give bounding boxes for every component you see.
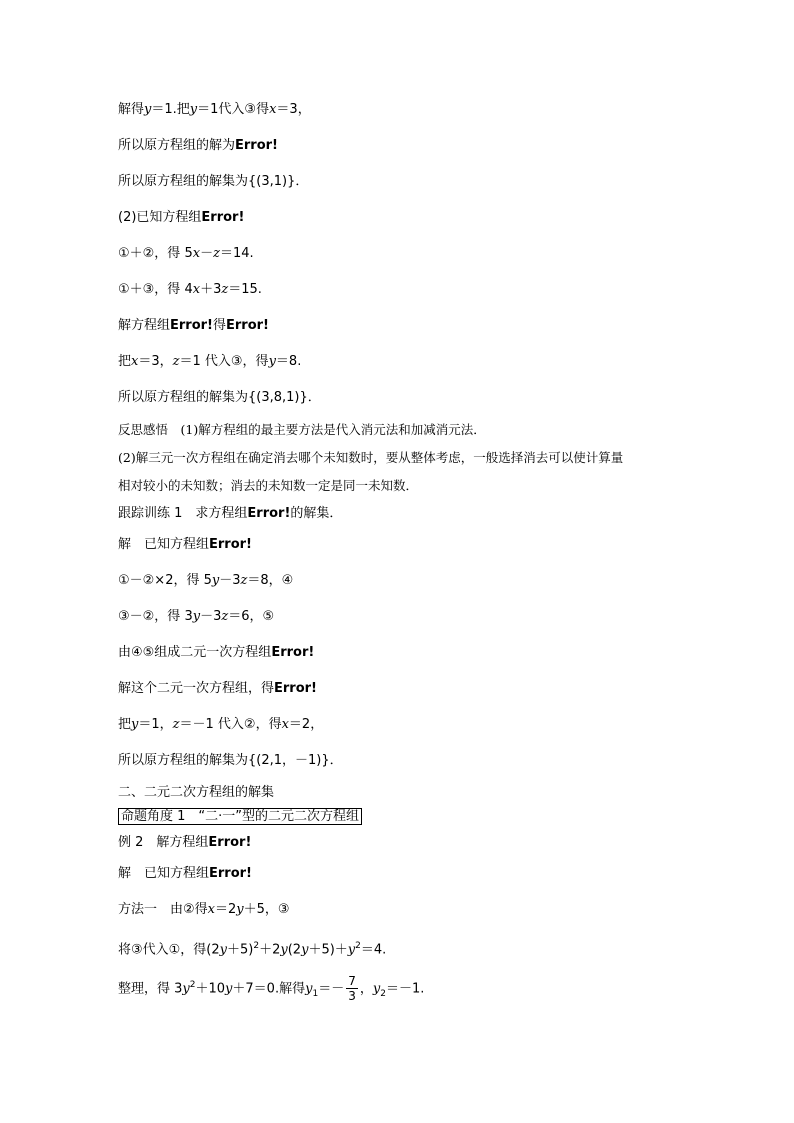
section-title: 二、二元二次方程组的解集 <box>118 785 275 800</box>
text: 整理，得 3 <box>118 981 183 997</box>
text: 所以原方程组的解集为{(2,1，－1)}． <box>118 753 343 768</box>
subscript: 1 <box>312 988 319 999</box>
text: (2)已知方程组 <box>118 210 202 225</box>
line-eq4 <box>118 572 293 590</box>
error-placeholder: Error! <box>209 537 252 552</box>
line-example-2 <box>118 834 251 852</box>
text: 跟踪训练 1 求方程组 <box>118 506 248 521</box>
fraction <box>346 974 358 1003</box>
error-placeholder: Error! <box>201 210 245 225</box>
line-method-1 <box>118 901 290 919</box>
line-example-given <box>118 865 252 883</box>
text: 把 <box>118 354 132 369</box>
denominator: 3 <box>348 989 356 1004</box>
error-placeholder: Error! <box>274 681 317 696</box>
line-solution-set <box>118 173 308 191</box>
var: z <box>221 282 229 297</box>
var: x <box>192 282 201 297</box>
var: x <box>269 102 277 117</box>
text: ＝3， <box>138 354 173 369</box>
text: － <box>200 246 214 261</box>
line-reflection-1 <box>118 421 486 439</box>
error-placeholder: Error! <box>247 506 291 521</box>
text: ＝8，④ <box>247 573 294 588</box>
text: 解 已知方程组 <box>118 866 210 881</box>
var: y <box>372 981 381 997</box>
text: 将③代入①，得(2 <box>118 942 220 958</box>
var: x <box>192 246 201 261</box>
line-solution-set-2 <box>118 389 321 407</box>
error-placeholder: Error! <box>226 318 269 333</box>
line-add-1-3 <box>118 281 262 299</box>
line-substitute-3 <box>118 937 386 959</box>
text: －3 <box>219 573 241 588</box>
error-placeholder: Error! <box>170 318 213 333</box>
var: y <box>301 942 309 958</box>
text: 解这个二元一次方程组，得 <box>118 681 275 696</box>
line-solve-system <box>118 317 269 335</box>
var: x <box>131 354 139 369</box>
var: z <box>172 354 180 369</box>
var: x <box>207 902 215 917</box>
line-part2-given <box>118 209 244 227</box>
var: y <box>131 717 139 732</box>
text: (2)解三元一次方程组在确定消去哪个未知数时，要从整体考虑，一般选择消去可以使计算量 <box>118 450 624 465</box>
text: 把 <box>118 717 132 732</box>
line-substitute <box>118 353 301 371</box>
text: ＝2， <box>288 717 324 732</box>
var: z <box>240 573 248 588</box>
var: y <box>192 609 201 624</box>
text: 所以原方程组的解为 <box>118 138 236 153</box>
var: y <box>144 102 152 117</box>
var: y <box>219 942 228 958</box>
text: ＝－1 代入②，得 <box>179 717 282 732</box>
section-heading <box>118 784 274 802</box>
text: 所以原方程组的解集为{(3,8,1)}． <box>118 390 321 405</box>
text: ①＋②，得 5 <box>118 246 193 261</box>
text: 由④⑤组成二元一次方程组 <box>118 645 272 660</box>
line-add-1-2 <box>118 245 254 263</box>
line-practice-1 <box>118 505 342 523</box>
text: ＝4. <box>360 942 387 958</box>
text: (2 <box>287 942 302 958</box>
boxed-heading: 命题角度 1 “二·一”型的二元二次方程组 <box>118 808 362 825</box>
var: y <box>305 981 313 997</box>
text: ＝15. <box>228 282 262 297</box>
var: y <box>211 573 220 588</box>
var: y <box>189 102 198 117</box>
line-eq5 <box>118 608 274 626</box>
text: ＝8. <box>275 354 302 369</box>
text: ＝1， <box>138 717 173 732</box>
error-placeholder: Error! <box>271 645 315 660</box>
exponent: 2 <box>189 980 196 990</box>
var: z <box>172 717 180 732</box>
text: ＋5) <box>227 942 254 958</box>
text: ＝1代入③得 <box>197 102 270 117</box>
var: y <box>225 981 233 997</box>
text: ＋5，③ <box>243 902 290 917</box>
text: 相对较小的未知数；消去的未知数一定是同一未知数． <box>118 478 419 493</box>
subscript: 2 <box>380 988 386 999</box>
line-solution-set-3 <box>118 752 343 770</box>
text: ＝－ <box>318 981 345 997</box>
error-placeholder: Error! <box>235 138 278 153</box>
line-solution <box>118 137 278 155</box>
var: y <box>236 902 244 917</box>
text: ＋5)＋ <box>308 942 348 958</box>
text: ＝1.把 <box>151 102 190 117</box>
var: x <box>281 717 289 732</box>
line-solve-2var <box>118 680 317 698</box>
text: －3 <box>200 609 222 624</box>
line-solve-y <box>118 101 311 119</box>
line-form-system <box>118 644 314 662</box>
text: ＋2 <box>259 942 281 958</box>
text: ＋7＝0.解得 <box>232 981 306 997</box>
text: 所以原方程组的解集为{(3,1)}． <box>118 174 309 189</box>
error-placeholder: Error! <box>209 866 252 881</box>
line-practice-given <box>118 536 252 554</box>
var: y <box>268 354 276 369</box>
var: z <box>221 609 229 624</box>
text: ＝14. <box>219 246 254 261</box>
text: 例 2 解方程组 <box>118 835 209 850</box>
text: 反思感悟 (1)解方程组的最主要方法是代入消元法和加减消元法． <box>118 422 486 437</box>
text: 解得 <box>118 102 145 117</box>
text: 的解集． <box>290 506 343 521</box>
text: ①＋③，得 4 <box>118 282 193 297</box>
error-placeholder: Error! <box>208 835 252 850</box>
var: y <box>280 942 288 958</box>
text: 解 已知方程组 <box>118 537 210 552</box>
text: ＝2 <box>215 902 237 917</box>
text: 解方程组 <box>118 318 171 333</box>
text: 得 <box>213 318 227 333</box>
text: 方法一 由②得 <box>118 902 208 917</box>
exponent: 2 <box>355 941 361 951</box>
text: ＝3， <box>276 102 311 117</box>
var: y <box>182 981 190 997</box>
line-substitute-2 <box>118 716 323 734</box>
numerator: 7 <box>348 974 356 989</box>
line-simplify <box>118 968 424 1011</box>
text: ＋10 <box>195 981 226 997</box>
text: ＝1 代入③，得 <box>179 354 269 369</box>
text: ③－②，得 3 <box>118 609 193 624</box>
line-reflection-3 <box>118 477 418 495</box>
topic-angle-1 <box>118 808 362 826</box>
line-reflection-2 <box>118 449 623 467</box>
text: ①－②×2，得 5 <box>118 573 212 588</box>
text: ＋3 <box>200 282 222 297</box>
var: y <box>347 942 356 958</box>
text: ＝－1. <box>385 981 425 997</box>
text: ＝6，⑤ <box>228 609 275 624</box>
exponent: 2 <box>253 941 260 951</box>
var: z <box>213 246 220 261</box>
text: ， <box>359 981 373 997</box>
